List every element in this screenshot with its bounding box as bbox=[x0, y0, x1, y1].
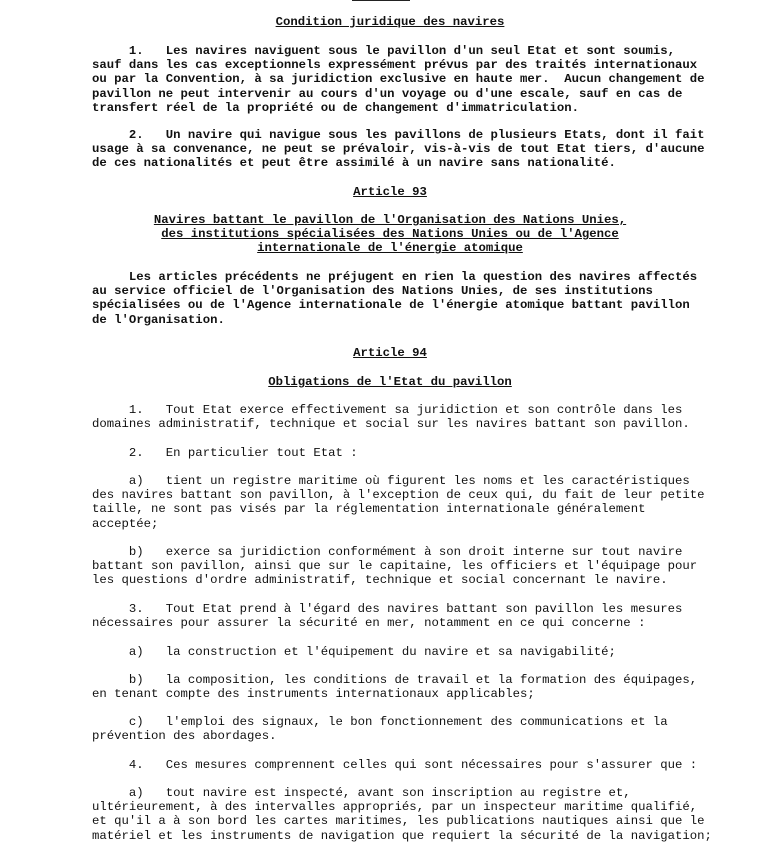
text-line: des institutions spécialisées des Nations Unies ou de l'Agence bbox=[161, 227, 619, 242]
paragraph-94-3a bbox=[92, 645, 692, 659]
text-line: 4. Ces mesures comprennent celles qui sont nécessaires pour s'assurer que : bbox=[92, 758, 698, 772]
paragraph-94-2a bbox=[92, 474, 705, 531]
article-93-title: Article 93 bbox=[353, 185, 427, 199]
text-line: 2. En particulier tout Etat : bbox=[92, 446, 358, 460]
text-line: spécialisées ou de l'Agence internationale de l'énergie atomique battant pavillon bbox=[92, 298, 690, 313]
text-line: battant son pavillon, ainsi que sur le capitaine, les officiers et l'équipage pour bbox=[92, 559, 698, 574]
text-line: au service officiel de l'Organisation des Nations Unies, de ses institutions bbox=[92, 284, 653, 299]
paragraph-94-2b bbox=[92, 545, 698, 588]
text-line: pavillon ne peut intervenir au cours d'un voyage ou d'une escale, sauf en cas de bbox=[92, 86, 683, 101]
text-line: b) la composition, les conditions de travail et la formation des équipages, bbox=[92, 673, 698, 687]
article-94-title: Article 94 bbox=[353, 346, 427, 360]
text-line: usage à sa convenance, ne peut se prévaloir, vis-à-vis de tout Etat tiers, d'aucune bbox=[92, 142, 705, 157]
text-line: 1. Tout Etat exerce effectivement sa juridiction et son contrôle dans les bbox=[92, 403, 683, 417]
text-line: Les articles précédents ne préjugent en rien la question des navires affectés bbox=[92, 270, 698, 284]
text-line: acceptée; bbox=[92, 516, 159, 531]
text-line: a) la construction et l'équipement du navire et sa navigabilité; bbox=[92, 645, 616, 659]
article-93-heading bbox=[92, 213, 688, 256]
text-line: de l'Organisation. bbox=[92, 312, 225, 327]
text-line: prévention des abordages. bbox=[92, 729, 277, 744]
text-line: en tenant compte des instruments internationaux applicables; bbox=[92, 687, 535, 702]
text-line: de ces nationalités et peut être assimilé à un navire sans nationalité. bbox=[92, 156, 616, 171]
top-rule bbox=[352, 0, 410, 1]
text-line: domaines administratif, technique et social sur les navires battant son pavillon. bbox=[92, 417, 690, 432]
paragraph-94-3b bbox=[92, 673, 698, 702]
text-line: b) exerce sa juridiction conformément à son droit interne sur tout navire bbox=[92, 545, 683, 559]
paragraph-94-4a bbox=[92, 786, 712, 843]
text-line: et qu'il a à son bord les cartes maritimes, les publications nautiques ainsi que le bbox=[92, 814, 705, 829]
paragraph-94-4 bbox=[92, 758, 698, 772]
text-line: Navires battant le pavillon de l'Organisation des Nations Unies, bbox=[153, 213, 627, 227]
text-line: des navires battant son pavillon, à l'exception de ceux qui, du fait de leur petite bbox=[92, 488, 705, 503]
text-line: internationale de l'énergie atomique bbox=[257, 241, 523, 256]
text-line: sauf dans les cas exceptionnels expressément prévus par des traités internationaux bbox=[92, 58, 698, 73]
text-line: c) l'emploi des signaux, le bon fonctionnement des communications et la bbox=[92, 715, 668, 729]
text-line: 2. Un navire qui navigue sous les pavillons de plusieurs Etats, dont il fait bbox=[92, 128, 705, 142]
paragraph-94-3c bbox=[92, 715, 692, 743]
text-line: nécessaires pour assurer la sécurité en mer, notamment en ce qui concerne : bbox=[92, 616, 646, 631]
text-line: 1. Les navires naviguent sous le pavillon d'un seul Etat et sont soumis, bbox=[92, 44, 675, 58]
text-line: a) tout navire est inspecté, avant son inscription au registre et, bbox=[92, 786, 631, 800]
text-line: ultérieurement, à des intervalles appropriés, par un inspecteur maritime qualifié, bbox=[92, 800, 698, 815]
text-line: les questions d'ordre administratif, technique et social concernant le navire. bbox=[92, 573, 668, 588]
text-line: 3. Tout Etat prend à l'égard des navires battant son pavillon les mesures bbox=[92, 602, 683, 616]
paragraph-93 bbox=[92, 270, 698, 327]
text-line: taille, ne sont pas visés par la réglementation internationale généralement bbox=[92, 502, 646, 517]
paragraph-92-2 bbox=[92, 128, 705, 171]
paragraph-94-2 bbox=[92, 446, 692, 460]
paragraph-94-1 bbox=[92, 403, 692, 431]
text-line: ou par la Convention, à sa juridiction exclusive en haute mer. Aucun changement de bbox=[92, 72, 705, 87]
text-line: transfert réel de la propriété ou de changement d'immatriculation. bbox=[92, 100, 580, 115]
text-line: a) tient un registre maritime où figurent les noms et les caractéristiques bbox=[92, 474, 690, 488]
paragraph-94-3 bbox=[92, 602, 692, 630]
paragraph-92-1 bbox=[92, 44, 705, 115]
text-line: matériel et les instruments de navigation que requiert la sécurité de la navigation; bbox=[92, 828, 712, 843]
section-heading-condition: Condition juridique des navires bbox=[275, 15, 505, 29]
article-94-heading: Obligations de l'Etat du pavillon bbox=[268, 375, 512, 389]
